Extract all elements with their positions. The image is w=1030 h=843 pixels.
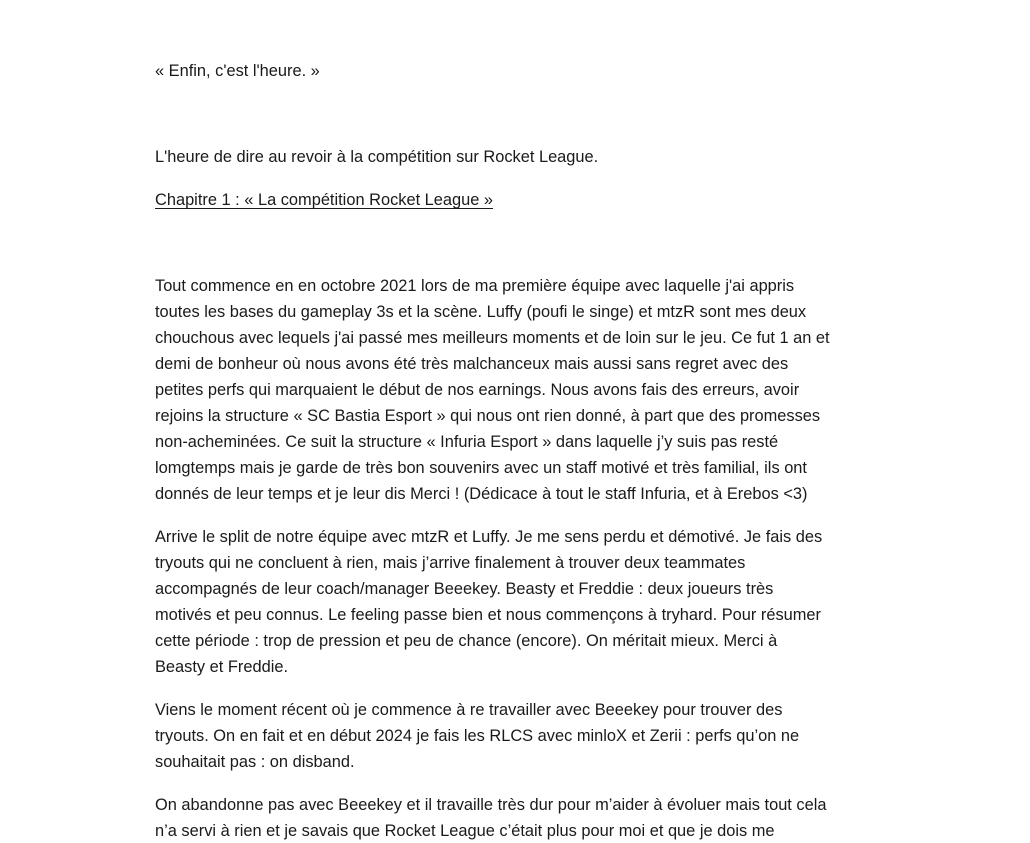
- paragraph-line: Arrive le split de notre équipe avec mtzR et Luffy. Je me sens perdu et démotivé. Je fais des: [155, 528, 823, 546]
- paragraph-4: [155, 792, 885, 843]
- chapter-heading: Chapitre 1 : « La compétition Rocket League »: [155, 191, 494, 209]
- paragraph-line: donnés de leur temps et je leur dis Merci ! (Dédicace à tout le staff Infuria, et à Erebos <3): [155, 485, 808, 503]
- paragraph-line: Tout commence en en octobre 2021 lors de ma première équipe avec laquelle j'ai appris: [155, 277, 795, 295]
- paragraph-line: On abandonne pas avec Beeekey et il travaille très dur pour m’aider à évoluer mais tout cela: [155, 796, 827, 814]
- intro-line: L'heure de dire au revoir à la compétition sur Rocket League.: [155, 148, 599, 166]
- paragraph-line: Beasty et Freddie.: [155, 658, 289, 676]
- paragraph-3: [155, 697, 885, 775]
- opening-quote: « Enfin, c'est l'heure. »: [155, 62, 320, 80]
- paragraph-line: cette période : trop de pression et peu de chance (encore). On méritait mieux. Merci à: [155, 632, 778, 650]
- paragraph-line: n’a servi à rien et je savais que Rocket League c’était plus pour moi et que je dois me: [155, 822, 775, 840]
- paragraph-line: souhaitait pas : on disband.: [155, 753, 355, 771]
- paragraph-line: demi de bonheur où nous avons été très malchanceux mais aussi sans regret avec des: [155, 355, 789, 373]
- paragraph-line: rejoins la structure « SC Bastia Esport » qui nous ont rien donné, à part que des promesses: [155, 407, 821, 425]
- paragraph-line: lomgtemps mais je garde de très bon souvenirs avec un staff motivé et très familial, ils ont: [155, 459, 807, 477]
- paragraph-2: [155, 524, 885, 680]
- paragraph-line: petites perfs qui marquaient le début de nos earnings. Nous avons fais des erreurs, avoir: [155, 381, 800, 399]
- paragraph-line: Viens le moment récent où je commence à re travailler avec Beeekey pour trouver des: [155, 701, 783, 719]
- paragraph-line: toutes les bases du gameplay 3s et la scène. Luffy (poufi le singe) et mtzR sont mes deux: [155, 303, 807, 321]
- paragraph-line: accompagnés de leur coach/manager Beeekey. Beasty et Freddie : deux joueurs très: [155, 580, 774, 598]
- paragraph-line: motivés et peu connus. Le feeling passe bien et nous commençons à tryhard. Pour résumer: [155, 606, 822, 624]
- paragraph-line: chouchous avec lequels j'ai passé mes meilleurs moments et de loin sur le jeu. Ce fut 1 an et: [155, 329, 830, 347]
- paragraph-line: tryouts. On en fait et en début 2024 je fais les RLCS avec minloX et Zerii : perfs qu’on ne: [155, 727, 800, 745]
- paragraph-line: non-acheminées. Ce suit la structure « Infuria Esport » dans laquelle j’y suis pas resté: [155, 433, 779, 451]
- paragraph-line: tryouts qui ne concluent à rien, mais j’arrive finalement à trouver deux teammates: [155, 554, 746, 572]
- paragraph-1: [155, 273, 885, 507]
